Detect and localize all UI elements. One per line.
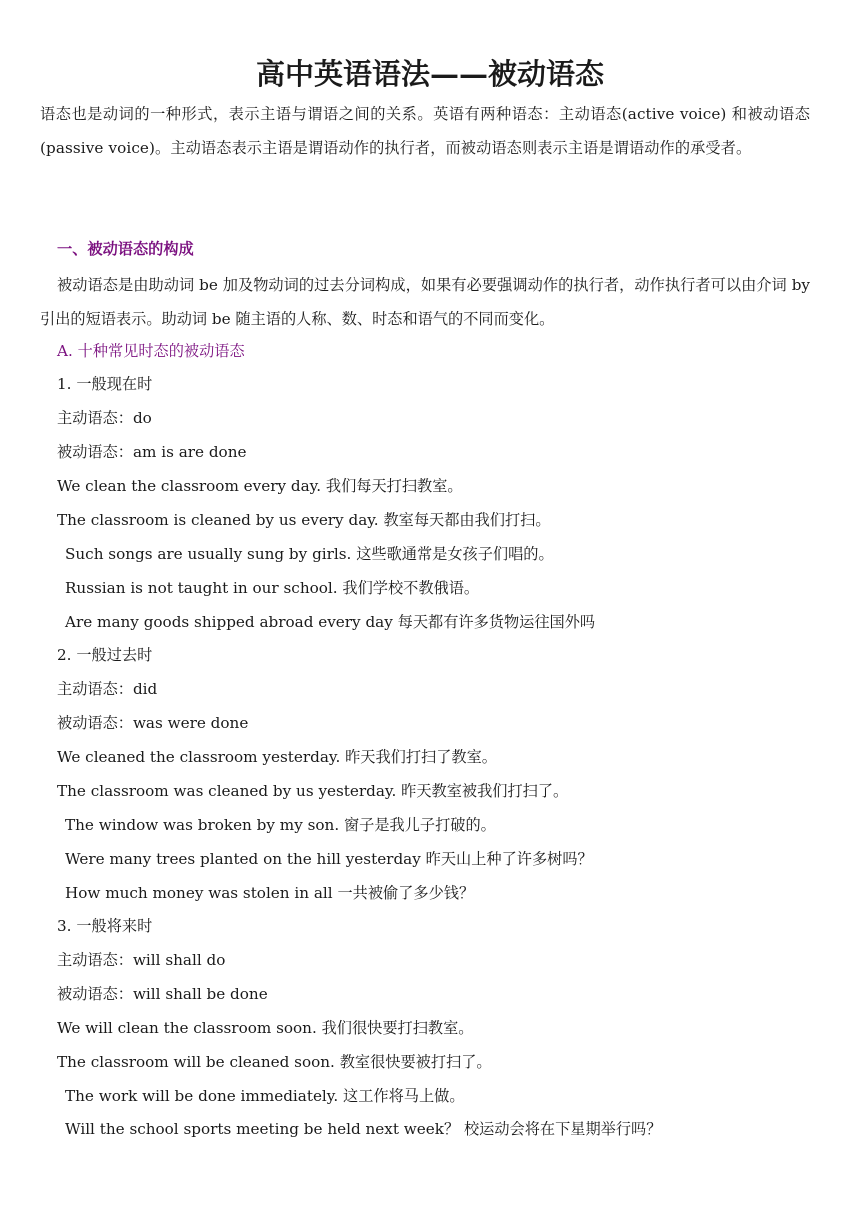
- example-sentence: The window was broken by my son. 窗子是我儿子打破的。: [65, 816, 496, 834]
- example-sentence: The work will be done immediately. 这工作将马上做。: [65, 1087, 465, 1105]
- example-sentence: We will clean the classroom soon. 我们很快要打扫教室。: [57, 1019, 474, 1037]
- passive-voice-form: 被动语态：am is are done: [57, 443, 247, 461]
- example-sentence: Russian is not taught in our school. 我们学校不教俄语。: [65, 579, 480, 597]
- example-sentence: We cleaned the classroom yesterday. 昨天我们打扫了教室。: [57, 748, 497, 766]
- tense-heading: 1. 一般现在时: [57, 375, 153, 393]
- section-heading: 一、被动语态的构成: [57, 240, 194, 258]
- intro-paragraph: 语态也是动词的一种形式，表示主语与谓语之间的关系。英语有两种语态：主动语态(active voice) 和被动语态(passive voice)。主动语态表示主语是谓语动作的执行者，而被动语态则表示主语是谓语动作的承受者。: [40, 105, 810, 157]
- passive-voice-form: 被动语态：was were done: [57, 714, 249, 732]
- document-title: 高中英语语法——被动语态: [255, 57, 604, 91]
- example-sentence: We clean the classroom every day. 我们每天打扫教室。: [57, 477, 463, 495]
- example-sentence: The classroom will be cleaned soon. 教室很快要被打扫了。: [57, 1053, 492, 1071]
- active-voice-form: 主动语态：do: [57, 409, 152, 427]
- passive-voice-form: 被动语态：will shall be done: [57, 985, 268, 1003]
- example-sentence: Were many trees planted on the hill yesterday 昨天山上种了许多树吗？: [65, 850, 593, 868]
- subsection-heading: A. 十种常见时态的被动语态: [57, 342, 245, 360]
- example-sentence: The classroom is cleaned by us every day. 教室每天都由我们打扫。: [57, 511, 551, 529]
- section-paragraph: 被动语态是由助动词 be 加及物动词的过去分词构成，如果有必要强调动作的执行者，动作执行者可以由介词 by 引出的短语表示。助动词 be 随主语的人称、数、时态和语气的不同而变化。: [40, 276, 810, 328]
- example-sentence: How much money was stolen in all 一共被偷了多少钱？: [65, 884, 475, 902]
- active-voice-form: 主动语态：did: [57, 680, 158, 698]
- tense-heading: 2. 一般过去时: [57, 646, 153, 664]
- example-sentence: The classroom was cleaned by us yesterday. 昨天教室被我们打扫了。: [57, 782, 569, 800]
- active-voice-form: 主动语态：will shall do: [57, 951, 226, 969]
- example-sentence: Such songs are usually sung by girls. 这些歌通常是女孩子们唱的。: [65, 545, 554, 563]
- tense-heading: 3. 一般将来时: [57, 917, 153, 935]
- example-sentence: Are many goods shipped abroad every day 每天都有许多货物运往国外吗: [65, 613, 596, 631]
- example-sentence: Will the school sports meeting be held next week？ 校运动会将在下星期举行吗？: [65, 1120, 662, 1138]
